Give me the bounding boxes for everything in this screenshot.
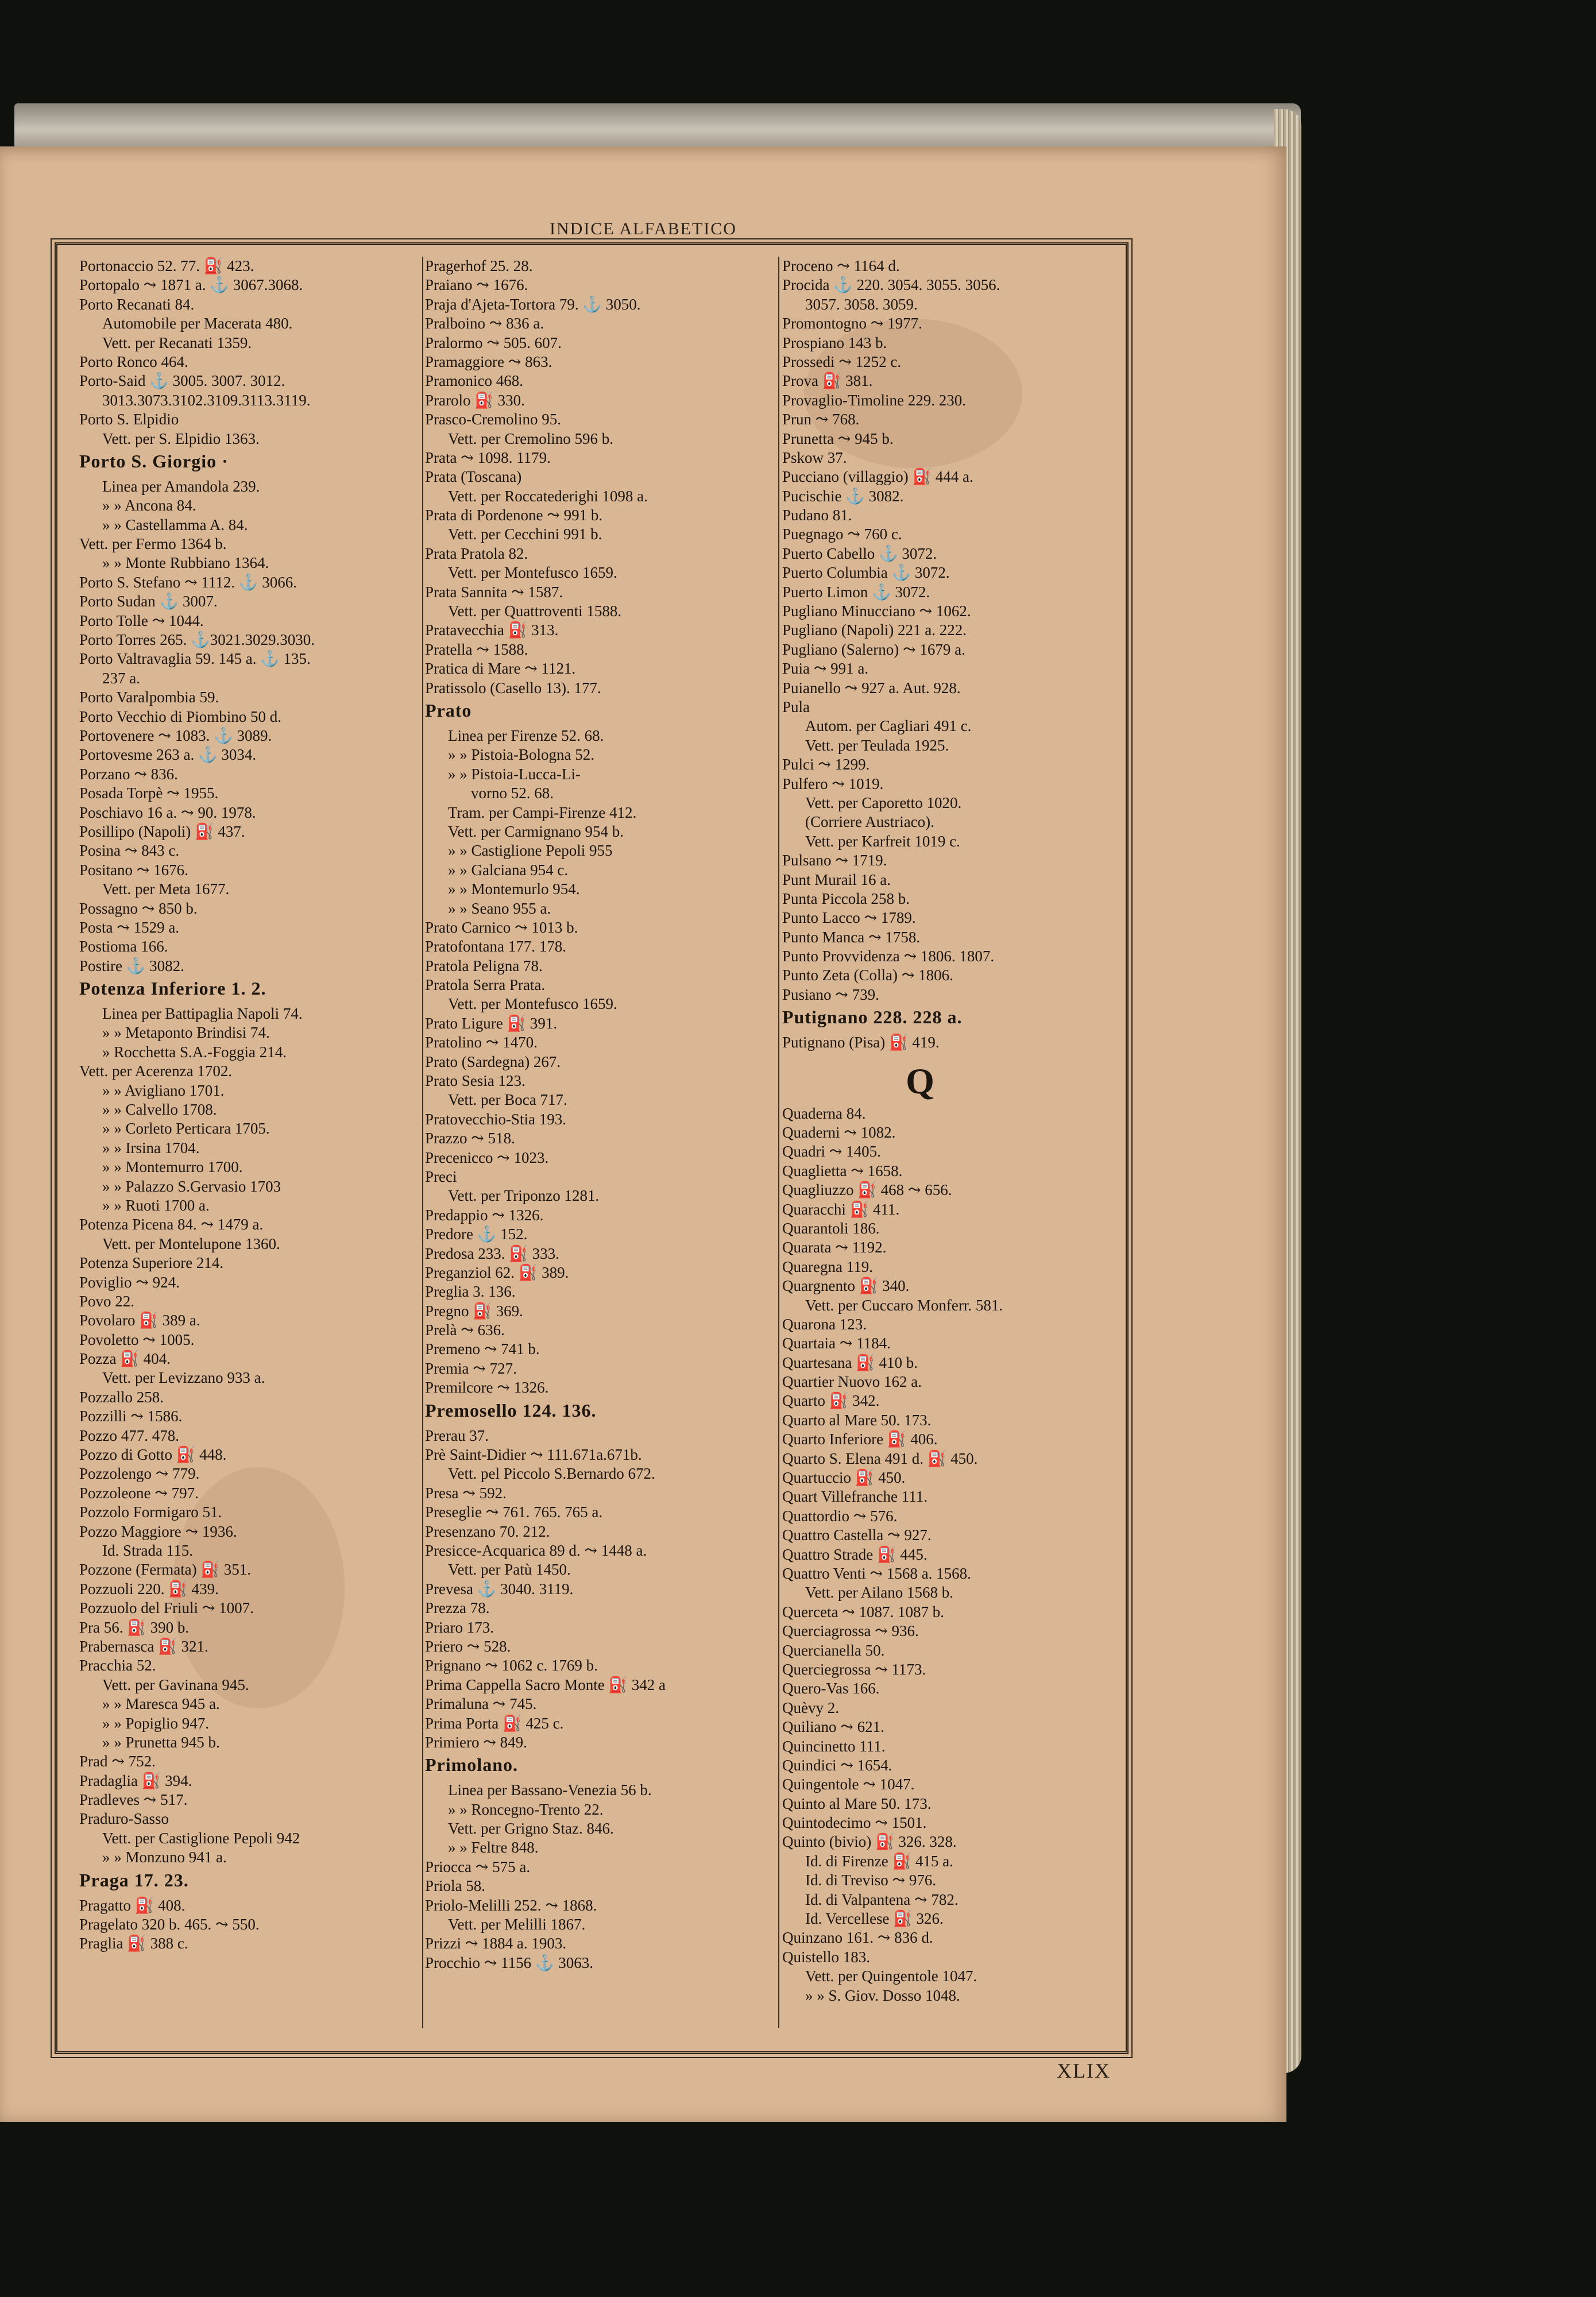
index-entry: Pramaggiore ⤳ 863. (425, 353, 552, 370)
section-letter: Q (906, 1060, 934, 1101)
index-entry: Pskow 37. (782, 448, 847, 466)
index-entry: Prata di Pordenone ⤳ 991 b. (425, 506, 603, 524)
index-entry: Praiano ⤳ 1676. (425, 276, 528, 294)
index-entry: Procida ⚓ 220. 3054. 3055. 3056. (782, 276, 1000, 294)
index-entry: Vett. per Cuccaro Monferr. 581. (805, 1296, 1003, 1314)
index-entry: Quinzano 161. ⤳ 836 d. (782, 1929, 933, 1947)
index-entry: Autom. per Cagliari 491 c. (805, 717, 972, 735)
index-entry: Presicce-Acquarica 89 d. ⤳ 1448 a. (425, 1542, 647, 1559)
index-entry: » » Corleto Perticara 1705. (102, 1120, 270, 1138)
index-entry: Prevesa ⚓ 3040. 3119. (425, 1580, 574, 1598)
index-entry: Pratella ⤳ 1588. (425, 640, 528, 658)
index-entry: 3057. 3058. 3059. (805, 295, 918, 313)
index-entry: Quercianella 50. (782, 1641, 885, 1659)
index-entry: Vett. per Acerenza 1702. (79, 1062, 233, 1080)
index-entry: Pozzuolo del Friuli ⤳ 1007. (79, 1599, 254, 1617)
index-entry: Puerto Limon ⚓ 3072. (782, 583, 930, 601)
index-column-3 (782, 257, 1127, 2040)
index-entry: Prata ⤳ 1098. 1179. (425, 448, 551, 466)
index-entry: Quarantoli 186. (782, 1219, 880, 1237)
index-entry: Pragatto ⛽ 408. (79, 1896, 186, 1914)
index-entry: Punto Lacco ⤳ 1789. (782, 909, 916, 927)
index-entry: Quarto S. Elena 491 d. ⛽ 450. (782, 1449, 978, 1467)
index-entry: Poviglio ⤳ 924. (79, 1273, 180, 1291)
index-entry: Prelà ⤳ 636. (425, 1321, 505, 1339)
index-entry: Linea per Battipaglia Napoli 74. (102, 1005, 303, 1023)
index-entry: Presa ⤳ 592. (425, 1484, 507, 1502)
index-entry: Pozzilli ⤳ 1586. (79, 1407, 183, 1425)
index-entry: Postire ⚓ 3082. (79, 957, 184, 975)
index-entry: Pra 56. ⛽ 390 b. (79, 1618, 190, 1636)
index-column-2 (425, 257, 770, 2040)
index-entry: Pregno ⛽ 369. (425, 1302, 523, 1320)
index-entry: Prata Sannita ⤳ 1587. (425, 583, 563, 601)
index-entry: » » Pistoia-Lucca-Li- (448, 765, 581, 783)
index-entry: Quargnento ⛽ 340. (782, 1277, 910, 1295)
index-entry: Quaracchi ⛽ 411. (782, 1200, 900, 1218)
index-heading: Primolano. (425, 1754, 518, 1776)
index-entry: Puegnago ⤳ 760 c. (782, 525, 902, 543)
index-entry: Prunetta ⤳ 945 b. (782, 430, 894, 447)
index-entry: Prospiano 143 b. (782, 334, 887, 351)
index-entry: Promontogno ⤳ 1977. (782, 315, 922, 332)
index-entry: Pracchia 52. (79, 1657, 156, 1675)
index-entry: Automobile per Macerata 480. (102, 315, 293, 332)
index-entry: » » Palazzo S.Gervasio 1703 (102, 1177, 281, 1195)
index-entry: Quarata ⤳ 1192. (782, 1239, 887, 1256)
index-entry: Vett. per Melilli 1867. (448, 1916, 586, 1933)
index-entry: Pradleves ⤳ 517. (79, 1791, 188, 1809)
index-entry: Portovenere ⤳ 1083. ⚓ 3089. (79, 726, 272, 744)
index-frame (55, 242, 1129, 2054)
index-entry: Pozza ⛽ 404. (79, 1350, 171, 1368)
index-entry: Priocca ⤳ 575 a. (425, 1858, 531, 1876)
index-entry: Prasco-Cremolino 95. (425, 411, 561, 428)
index-entry: Quagliuzzo ⛽ 468 ⤳ 656. (782, 1181, 952, 1199)
index-entry: Id. di Treviso ⤳ 976. (805, 1871, 937, 1889)
index-entry: » » Popiglio 947. (102, 1714, 210, 1732)
index-entry: Quèvy 2. (782, 1699, 839, 1716)
index-entry: Quaderna 84. (782, 1104, 866, 1122)
index-entry: Quattro Strade ⛽ 445. (782, 1545, 928, 1563)
index-entry: Prad ⤳ 752. (79, 1753, 156, 1770)
index-entry: Quattro Castella ⤳ 927. (782, 1526, 932, 1544)
index-entry: Quingentole ⤳ 1047. (782, 1776, 915, 1793)
index-entry: Vett. per Recanati 1359. (102, 334, 252, 351)
index-entry: Pugliano (Napoli) 221 a. 222. (782, 621, 967, 639)
index-heading: Putignano 228. 228 a. (782, 1007, 963, 1028)
index-entry: » » Calvello 1708. (102, 1101, 217, 1119)
index-entry: Praja d'Ajeta-Tortora 79. ⚓ 3050. (425, 295, 641, 313)
index-entry: Pucciano (villaggio) ⛽ 444 a. (782, 468, 973, 486)
index-entry: (Corriere Austriaco). (805, 813, 934, 831)
index-entry: Vett. per Cecchini 991 b. (448, 525, 602, 543)
index-entry: Vett. per Roccatederighi 1098 a. (448, 487, 648, 505)
index-column-1 (79, 257, 424, 2040)
index-entry: Pozzoleone ⤳ 797. (79, 1484, 199, 1502)
index-entry: » » Prunetta 945 b. (102, 1733, 220, 1751)
index-entry: Pradaglia ⛽ 394. (79, 1772, 192, 1789)
index-heading: Potenza Inferiore 1. 2. (79, 978, 266, 999)
index-entry: Pratissolo (Casello 13). 177. (425, 679, 601, 697)
index-entry: Pozzolengo ⤳ 779. (79, 1465, 200, 1483)
index-entry: Vett. per Caporetto 1020. (805, 794, 962, 811)
index-entry: Porto Torres 265. ⚓3021.3029.3030. (79, 631, 315, 649)
index-entry: Prabernasca ⛽ 321. (79, 1637, 208, 1655)
index-heading: Prato (425, 699, 472, 721)
index-entry: Pozzo Maggiore ⤳ 1936. (79, 1522, 237, 1540)
index-entry: Porto Sudan ⚓ 3007. (79, 593, 218, 610)
index-entry: Vett. per Patù 1450. (448, 1561, 571, 1579)
index-entry: Priola 58. (425, 1877, 485, 1895)
index-entry: Quaderni ⤳ 1082. (782, 1124, 896, 1142)
index-entry: Priaro 173. (425, 1618, 494, 1636)
index-entry: Prossedi ⤳ 1252 c. (782, 353, 902, 370)
index-entry: Quarto ⛽ 342. (782, 1392, 880, 1410)
index-entry: Vett. per Meta 1677. (102, 880, 230, 898)
index-entry: Vett. per Montefusco 1659. (448, 995, 617, 1013)
index-entry: Quartier Nuovo 162 a. (782, 1373, 922, 1391)
index-entry: Precenicco ⤳ 1023. (425, 1148, 549, 1166)
index-entry: Pramonico 468. (425, 372, 523, 390)
index-entry: Quartaia ⤳ 1184. (782, 1335, 891, 1352)
index-entry: Quartesana ⛽ 410 b. (782, 1354, 918, 1371)
index-entry: Porto Vecchio di Piombino 50 d. (79, 707, 282, 725)
index-entry: » » Galciana 954 c. (448, 861, 569, 879)
index-entry: Vett. per Grigno Staz. 846. (448, 1820, 614, 1838)
index-entry: Prizzi ⤳ 1884 a. 1903. (425, 1935, 567, 1952)
index-entry: » » Avigliano 1701. (102, 1081, 225, 1099)
index-entry: » » Maresca 945 a. (102, 1695, 220, 1713)
index-entry: Possagno ⤳ 850 b. (79, 899, 198, 917)
index-entry: Quistello 183. (782, 1948, 870, 1966)
index-entry: Vett. per Ailano 1568 b. (805, 1584, 953, 1602)
index-entry: Pugliano Minucciano ⤳ 1062. (782, 602, 971, 620)
index-entry: Quinto al Mare 50. 173. (782, 1795, 932, 1812)
index-entry: Putignano (Pisa) ⛽ 419. (782, 1034, 940, 1051)
index-entry: Vett. per Teulada 1925. (805, 736, 949, 754)
index-entry: Puerto Cabello ⚓ 3072. (782, 544, 937, 562)
index-entry: Prova ⛽ 381. (782, 372, 873, 390)
index-entry: Quinto (bivio) ⛽ 326. 328. (782, 1833, 957, 1851)
index-entry: Pozzolo Formigaro 51. (79, 1503, 222, 1521)
index-entry: Primaluna ⤳ 745. (425, 1695, 537, 1713)
index-entry: Punto Provvidenza ⤳ 1806. 1807. (782, 948, 995, 965)
index-entry: Procchio ⤳ 1156 ⚓ 3063. (425, 1954, 593, 1971)
index-entry: » » Seano 955 a. (448, 899, 551, 917)
index-entry: Pulci ⤳ 1299. (782, 756, 870, 774)
index-entry: Vett. per Cremolino 596 b. (448, 430, 613, 447)
index-entry: » » Castiglione Pepoli 955 (448, 842, 613, 860)
column-divider (778, 257, 779, 2028)
index-entry: Linea per Amandola 239. (102, 477, 260, 495)
index-entry: Porto-Said ⚓ 3005. 3007. 3012. (79, 372, 285, 390)
index-entry: Pudano 81. (782, 506, 852, 524)
index-entry: Quincinetto 111. (782, 1737, 886, 1755)
index-entry: Predappio ⤳ 1326. (425, 1206, 544, 1224)
index-entry: Porto Tolle ⤳ 1044. (79, 612, 204, 629)
index-entry: Puerto Columbia ⚓ 3072. (782, 564, 950, 582)
index-heading: Premosello 124. 136. (425, 1399, 597, 1421)
index-entry: Porzano ⤳ 836. (79, 765, 178, 783)
index-entry: Quindici ⤳ 1654. (782, 1756, 892, 1774)
index-entry: Puianello ⤳ 927 a. Aut. 928. (782, 679, 961, 697)
index-entry: Pralormo ⤳ 505. 607. (425, 334, 562, 351)
index-entry: Portonaccio 52. 77. ⛽ 423. (79, 257, 254, 274)
book-page (0, 146, 1286, 2122)
index-entry: Vett. pel Piccolo S.Bernardo 672. (448, 1465, 655, 1483)
index-entry: Prato Sesia 123. (425, 1072, 525, 1090)
index-entry: Pula (782, 698, 810, 716)
index-entry: Porto Recanati 84. (79, 295, 195, 313)
index-entry: Punto Zeta (Colla) ⤳ 1806. (782, 966, 953, 984)
index-entry: Potenza Superiore 214. (79, 1254, 224, 1272)
index-entry: Preci (425, 1167, 457, 1185)
index-entry: Proceno ⤳ 1164 d. (782, 257, 900, 274)
index-entry: Predore ⚓ 152. (425, 1225, 528, 1243)
index-entry: Priolo-Melilli 252. ⤳ 1868. (425, 1896, 597, 1914)
index-entry: Pratolino ⤳ 1470. (425, 1034, 538, 1051)
index-entry: Tram. per Campi-Firenze 412. (448, 803, 637, 821)
index-entry: Id. Vercellese ⛽ 326. (805, 1910, 944, 1928)
index-entry: Pucischie ⚓ 3082. (782, 487, 904, 505)
index-entry: Porto Ronco 464. (79, 353, 188, 370)
index-entry: Prun ⤳ 768. (782, 411, 860, 428)
index-entry: Quarona 123. (782, 1315, 867, 1333)
index-entry: Prè Saint-Didier ⤳ 111.671a.671b. (425, 1446, 642, 1464)
index-entry: vorno 52. 68. (471, 784, 554, 802)
index-entry: » » Castellamma A. 84. (102, 516, 248, 533)
index-entry: » » Metaponto Brindisi 74. (102, 1024, 270, 1042)
index-entry: Pozzone (Fermata) ⛽ 351. (79, 1561, 252, 1579)
index-entry: Querceta ⤳ 1087. 1087 b. (782, 1603, 945, 1621)
index-entry: » » Ruoti 1700 a. (102, 1196, 210, 1214)
index-entry: Poschiavo 16 a. ⤳ 90. 1978. (79, 803, 256, 821)
index-entry: Posta ⤳ 1529 a. (79, 918, 180, 936)
index-entry: Pralboino ⤳ 836 a. (425, 315, 544, 332)
index-entry: Pragelato 320 b. 465. ⤳ 550. (79, 1916, 260, 1933)
index-entry: Vett. per Quattroventi 1588. (448, 602, 622, 620)
index-entry: Povoletto ⤳ 1005. (79, 1331, 195, 1348)
index-entry: Quaregna 119. (782, 1258, 873, 1275)
index-entry: Prata Pratola 82. (425, 544, 528, 562)
index-entry: » » S. Giov. Dosso 1048. (805, 1986, 960, 2004)
index-entry: Praglia ⛽ 388 c. (79, 1935, 188, 1952)
index-entry: Quaglietta ⤳ 1658. (782, 1162, 903, 1180)
index-entry: Porto Valtravaglia 59. 145 a. ⚓ 135. (79, 650, 311, 668)
index-entry: Pratica di Mare ⤳ 1121. (425, 660, 576, 678)
index-entry: Preganziol 62. ⛽ 389. (425, 1263, 569, 1281)
index-entry: Linea per Firenze 52. 68. (448, 726, 604, 744)
index-entry: Pragerhof 25. 28. (425, 257, 533, 274)
index-entry: Prato Ligure ⛽ 391. (425, 1014, 558, 1032)
index-entry: Pratola Peligna 78. (425, 957, 543, 975)
index-entry: Prima Cappella Sacro Monte ⛽ 342 a (425, 1676, 666, 1693)
index-entry: Pozzo 477. 478. (79, 1426, 179, 1444)
index-entry: Vett. per Fermo 1364 b. (79, 535, 227, 553)
index-entry: Prerau 37. (425, 1426, 489, 1444)
index-entry: Porto Varalpombia 59. (79, 689, 219, 706)
index-entry: » » Pistoia-Bologna 52. (448, 746, 594, 764)
index-entry: Querciegrossa ⤳ 1173. (782, 1660, 926, 1678)
index-entry: Punt Murail 16 a. (782, 871, 891, 888)
index-entry: Priero ⤳ 528. (425, 1637, 511, 1655)
index-entry: Punta Piccola 258 b. (782, 890, 910, 907)
index-entry: Povolaro ⛽ 389 a. (79, 1312, 200, 1329)
index-entry: 237 a. (102, 669, 140, 687)
index-entry: Preseglie ⤳ 761. 765. 765 a. (425, 1503, 603, 1521)
index-entry: Portovesme 263 a. ⚓ 3034. (79, 746, 257, 764)
index-entry: » » Montemurro 1700. (102, 1158, 243, 1176)
index-entry: Puia ⤳ 991 a. (782, 660, 869, 678)
index-heading: Praga 17. 23. (79, 1869, 189, 1890)
index-entry: Id. di Firenze ⛽ 415 a. (805, 1852, 953, 1870)
index-entry: Prata (Toscana) (425, 468, 522, 486)
index-entry: Pozzo di Gotto ⛽ 448. (79, 1446, 227, 1464)
index-entry: Id. Strada 115. (102, 1542, 193, 1559)
index-entry: 3013.3073.3102.3109.3113.3119. (102, 391, 311, 409)
index-entry: Vett. per Montelupone 1360. (102, 1235, 280, 1252)
page-header: INDICE ALFABETICO (550, 219, 737, 238)
index-entry: Pusiano ⤳ 739. (782, 985, 879, 1003)
index-entry: » » Ancona 84. (102, 497, 196, 515)
index-entry: Porto S. Elpidio (79, 411, 179, 428)
index-entry: Portopalo ⤳ 1871 a. ⚓ 3067.3068. (79, 276, 303, 294)
index-entry: » » Feltre 848. (448, 1839, 539, 1857)
index-entry: » » Monzuno 941 a. (102, 1849, 227, 1866)
page-number: XLIX (1057, 2059, 1111, 2082)
index-entry: Pozzallo 258. (79, 1388, 164, 1406)
index-entry: Preglia 3. 136. (425, 1283, 516, 1301)
index-entry: Positano ⤳ 1676. (79, 861, 188, 879)
index-entry: » » Monte Rubbiano 1364. (102, 554, 269, 572)
index-entry: Quart Villefranche 111. (782, 1488, 928, 1506)
index-entry: Pratavecchia ⛽ 313. (425, 621, 559, 639)
index-entry: » » Roncegno-Trento 22. (448, 1800, 604, 1818)
index-entry: Prazzo ⤳ 518. (425, 1130, 515, 1147)
index-entry: Quattro Venti ⤳ 1568 a. 1568. (782, 1565, 971, 1582)
index-entry: Predosa 233. ⛽ 333. (425, 1244, 559, 1262)
index-entry: » Rocchetta S.A.-Foggia 214. (102, 1043, 287, 1061)
index-entry: Quartuccio ⛽ 450. (782, 1469, 906, 1487)
index-entry: Quiliano ⤳ 621. (782, 1718, 884, 1736)
index-entry: Prima Porta ⛽ 425 c. (425, 1714, 564, 1732)
index-entry: Prignano ⤳ 1062 c. 1769 b. (425, 1657, 598, 1675)
index-entry: Prarolo ⛽ 330. (425, 391, 525, 409)
index-entry: Vett. per Boca 717. (448, 1091, 567, 1109)
index-entry: Vett. per Triponzo 1281. (448, 1187, 600, 1205)
index-entry: Quadri ⤳ 1405. (782, 1143, 881, 1161)
index-entry: Presenzano 70. 212. (425, 1522, 550, 1540)
index-entry: Quattordio ⤳ 576. (782, 1507, 898, 1525)
index-entry: Porto S. Stefano ⤳ 1112. ⚓ 3066. (79, 573, 297, 591)
index-entry: Pozzuoli 220. ⛽ 439. (79, 1580, 219, 1598)
index-entry: Prato Carnico ⤳ 1013 b. (425, 918, 578, 936)
index-entry: Vett. per Karfreit 1019 c. (805, 832, 960, 850)
index-entry: Provaglio-Timoline 229. 230. (782, 391, 967, 409)
index-entry: Id. di Valpantena ⤳ 782. (805, 1890, 959, 1908)
index-entry: Vett. per Carmignano 954 b. (448, 822, 624, 840)
index-entry: Pratovecchio-Stia 193. (425, 1110, 566, 1128)
index-entry: Vett. per Montefusco 1659. (448, 564, 617, 582)
index-entry: Linea per Bassano-Venezia 56 b. (448, 1781, 652, 1799)
index-entry: Vett. per S. Elpidio 1363. (102, 430, 260, 447)
index-entry: Premia ⤳ 727. (425, 1359, 517, 1377)
index-entry: Vett. per Gavinana 945. (102, 1676, 249, 1693)
index-entry: Potenza Picena 84. ⤳ 1479 a. (79, 1216, 264, 1233)
index-entry: Pratofontana 177. 178. (425, 938, 566, 956)
index-heading: Porto S. Giorgio · (79, 450, 229, 471)
index-entry: Prezza 78. (425, 1599, 490, 1617)
index-entry: Vett. per Castiglione Pepoli 942 (102, 1829, 300, 1847)
index-entry: Praduro-Sasso (79, 1810, 169, 1828)
index-entry: Punto Manca ⤳ 1758. (782, 928, 921, 946)
index-entry: Posillipo (Napoli) ⛽ 437. (79, 822, 245, 840)
index-entry: Pugliano (Salerno) ⤳ 1679 a. (782, 640, 965, 658)
index-entry: Prato (Sardegna) 267. (425, 1053, 561, 1070)
index-entry: Pulfero ⤳ 1019. (782, 775, 884, 792)
index-entry: Vett. per Levizzano 933 a. (102, 1369, 265, 1387)
index-entry: Posina ⤳ 843 c. (79, 842, 180, 860)
index-entry: Quarto al Mare 50. 173. (782, 1411, 932, 1429)
index-entry: Vett. per Quingentole 1047. (805, 1967, 977, 1985)
index-entry: » » Montemurlo 954. (448, 880, 580, 898)
index-entry: » » Irsina 1704. (102, 1139, 200, 1157)
index-entry: Quintodecimo ⤳ 1501. (782, 1814, 927, 1832)
index-entry: Quero-Vas 166. (782, 1680, 880, 1697)
index-entry: Primiero ⤳ 849. (425, 1733, 527, 1751)
index-entry: Premilcore ⤳ 1326. (425, 1379, 549, 1397)
index-entry: Povo 22. (79, 1292, 135, 1310)
index-entry: Pratola Serra Prata. (425, 976, 546, 994)
index-entry: Querciagrossa ⤳ 936. (782, 1622, 919, 1640)
index-entry: Quarto Inferiore ⛽ 406. (782, 1430, 938, 1448)
index-entry: Pulsano ⤳ 1719. (782, 852, 887, 869)
index-entry: Postioma 166. (79, 938, 168, 956)
index-entry: Premeno ⤳ 741 b. (425, 1340, 540, 1358)
index-entry: Posada Torpè ⤳ 1955. (79, 784, 219, 802)
